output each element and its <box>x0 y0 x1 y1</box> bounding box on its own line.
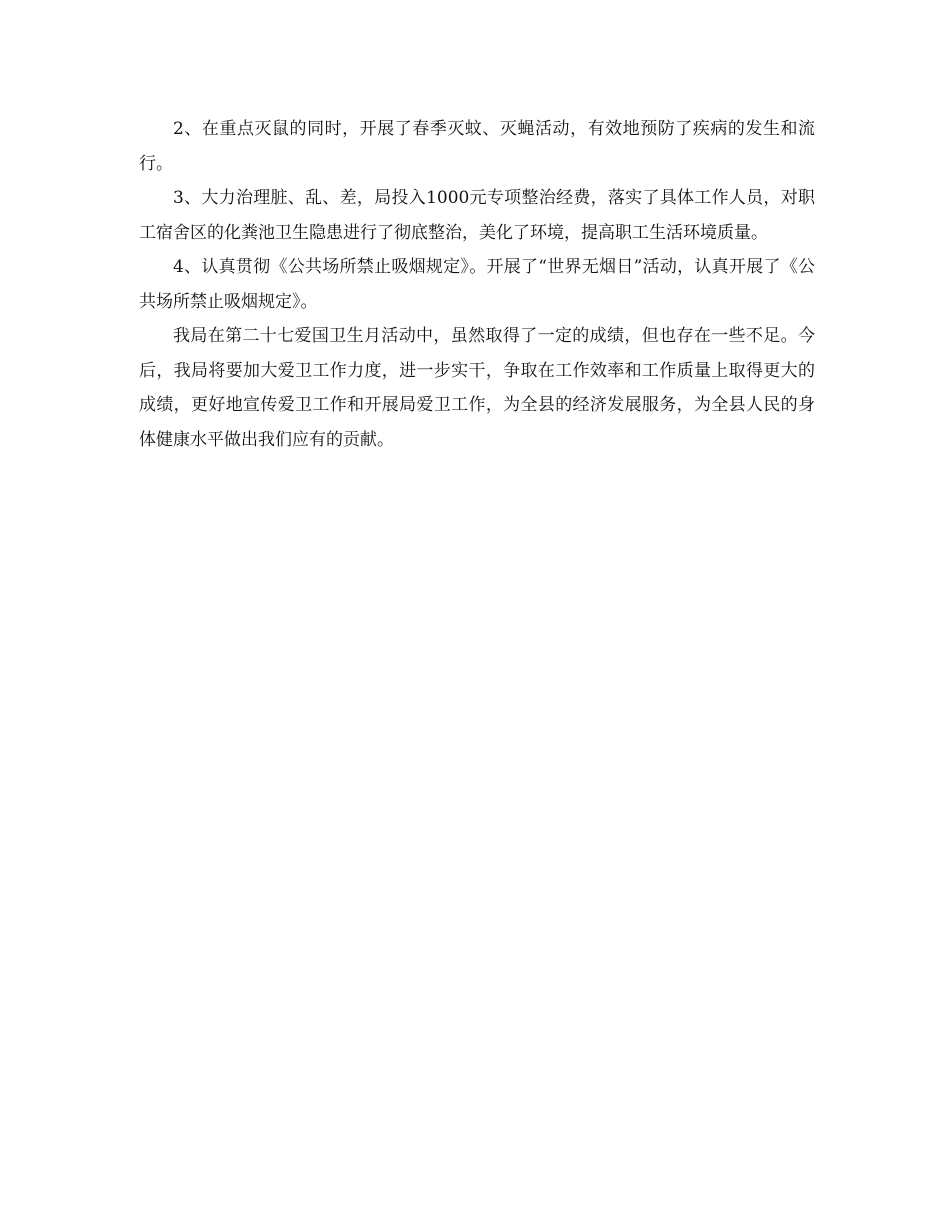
paragraph-item-2: 2、在重点灭鼠的同时，开展了春季灭蚊、灭蝇活动，有效地预防了疾病的发生和流行。 <box>139 119 815 174</box>
document-body <box>139 112 815 457</box>
paragraph-item-4: 4、认真贯彻《公共场所禁止吸烟规定》。开展了“世界无烟日”活动，认真开展了《公共场所禁止吸烟规定》。 <box>139 257 815 312</box>
paragraph-item-3: 3、大力治理脏、乱、差，局投入1000元专项整治经费，落实了具体工作人员，对职工宿舍区的化粪池卫生隐患进行了彻底整治，美化了环境，提高职工生活环境质量。 <box>139 188 815 243</box>
conclusion-paragraph: 我局在第二十七爱国卫生月活动中，虽然取得了一定的成绩，但也存在一些不足。今后，我局将要加大爱卫工作力度，进一步实干，争取在工作效率和工作质量上取得更大的成绩，更好地宣传爱卫工作和开展局爱卫工作，为全县的经济发展服务，为全县人民的身体健康水平做出我们应有的贡献。 <box>139 326 815 450</box>
